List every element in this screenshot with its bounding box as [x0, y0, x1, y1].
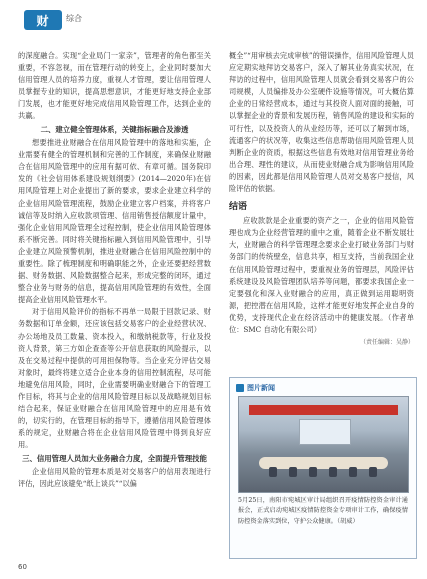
photo-seat — [329, 467, 337, 477]
photo-seat — [309, 467, 317, 477]
section-label: 综合 — [66, 14, 82, 23]
news-tag-label: 图片新闻 — [247, 384, 275, 392]
paragraph: 想要推进业财融合在信用风险管理中的落地和实施，企业需要有健全的管理机制和完善的工作制度，来确保业财融合在信用风险管理中的应用有据可依、有章可循。国务院印发的《社会信用体系建设规划纲要》(2014—2020年)在信用风险管理上对企业提出了新的要求，要求企业建立科学的企业信用风险管理流程，鼓励企业建立客户档案，并将客户诚信等及时纳入应收款项管理、信用销售授信额度计量中，强化企业信用风险管理全过程控制，使企业信用风险管理体系不断完善。同时将关键指标融入到信用风险管理中，引导企业建立风险预警机制，推进业财融合在信用风险控制中的重要性。除了梳理制度和明确职能之外，企业还要把经营数据、财务数据、风险数据整合起来，形成完整的闭环，通过整合业务与财务的信息，提高信用风险管理的有效性，全面提高企业信用风险管理水平。 — [18, 138, 211, 305]
paragraph: 企业信用风险的管理本质是对交易客户的信用表现进行评估，因此应该避免“纸上谈兵”“以偏 — [18, 467, 211, 489]
paragraph: 对于信用风险评价的指标不再单一局限于回款记录、财务数据和订单金额，还应该包括交易客户的企业经营状况、办公场地及员工数量、资本投入，和缴纳税款等，行业及投资人背景，第三方如企查查等公开信息获取的风险提示，以及在交易过程中提供的可用担保物等。当企业充分评估交易对象时，最终将建立适合企业本身的信用控制流程，尽可能地避免信用风险，同时，企业需要明确业财融合下的管理工作目标，将其与企业的信用风险管理目标以及战略规划目标结合起来，保证业财融合在信用风险管理中的应用是有效的，切实行的，在管理目标的指导下，遵循信用风险管理体系的规定，业财融合将在企业信用风险管理中得到良好应用。 — [18, 307, 211, 450]
photo-seat — [289, 467, 297, 477]
paragraph: 的深度融合。实现“企业局门一家亲”，管理者的角色都至关重要，不容忽视，而在管理行动的转变上，企业同时要加大信用管理人员的培养力度，重视人才管理，要让信用管理人员掌握专业的知识，提高思想意识，才能更好地支持企业部门发展，也才能更好地完成信用风险管理工作，达到企业的共赢。 — [18, 51, 211, 121]
page-header — [0, 0, 427, 40]
photo-seat — [349, 467, 357, 477]
photo-screen — [299, 419, 351, 445]
picture-news-box — [229, 377, 417, 559]
photo-banner — [249, 405, 398, 415]
photo-caption: 5月25日，南阳市宛城区审计局组织召开疫情防控资金审计通报会，正式启动宛城区疫情防控资金专项审计工作，确保疫情防控资金落实到位，守护公众健康。（胡威） — [238, 497, 408, 525]
conclusion-heading: 结语 — [229, 202, 248, 213]
paragraph: 概全”“用审核去完成审核”的错误操作，信用风险管理人员应定期实地拜访交易客户，深入了解其业务真实状况，在拜访的过程中，信用风险管理人员就会看到交易客户的公司规模，人员编排及办公室硬件设施等情况，可大概估算企业的日常经营成本，通过与其投资人面对面的接触，可以掌握企业的背景和发展历程，销售风险的建设和实际的可行性，以及投资人的从业经历等，还可以了解到市场，流通客户的状况等，收集这些信息帮助信用风险管理人员判断企业的资质，根据这些信息有效地对信用管理业务给出合理、理性的建议，从而使业财融合成为影响信用风险的因素，因此都是信用风险管理人员对交易客户授信，风险评估的依据。 — [229, 51, 414, 194]
meeting-photo — [238, 396, 409, 493]
subheading: 三、信用管理人员加大业务融合力度，全面提升管理技能 — [22, 453, 207, 463]
editor-credit: （责任编辑：吴静） — [359, 339, 414, 347]
magazine-logo: 财 — [24, 10, 62, 30]
photo-seat — [269, 467, 277, 477]
right-column — [229, 50, 414, 346]
photo-seat — [369, 467, 377, 477]
news-tag-icon — [236, 384, 244, 392]
subheading: 二、建立健全管理体系，关键指标融合及渗透 — [40, 124, 189, 134]
paragraph: 应收款款是企业重要的资产之一，企业的信用风险管理也成为企业经营管理的重中之重，随着企业不断发展壮大，业财融合的科学管理理念要求企业打破业务部门与财务部门的传统壁垒，信息共享，相互支持，当前我国企业在信用风险管理过程中，要重视业务的管理层，风险评估系统建设及风险管理团队培养等问题，都要求我国企业一定要强化和深入业财融合的应用，真正做到运用聪明资源，把控潜在信用风险，这样才能更好地发挥企业自身的优势，支持现代企业在经济活动中的健康发展。（作者单位：SMC 自动化有限公司） — [229, 216, 414, 334]
news-tag — [236, 383, 275, 393]
left-column — [18, 50, 211, 490]
page-number: 60 — [18, 563, 27, 571]
